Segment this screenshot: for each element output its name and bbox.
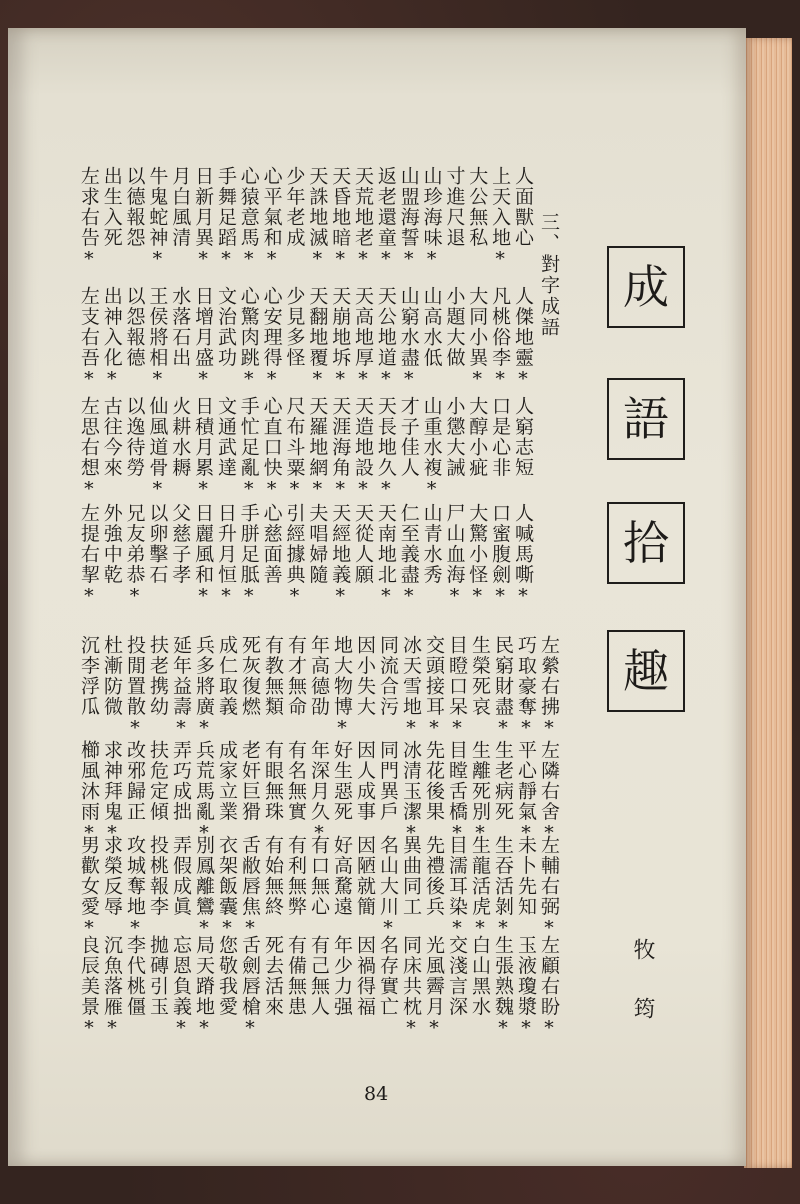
idiom-entry: 仁至義盡* — [397, 503, 420, 609]
idiom-entry: 因禍得福 — [354, 935, 376, 1017]
idiom-entry: 大醇小疵 — [466, 396, 489, 478]
idiom-entry: 天長地久* — [374, 396, 397, 502]
idiom-entry: 別鳳離鸞* — [193, 835, 215, 941]
idiom-entry: 有利無弊 — [285, 835, 307, 917]
idiom-entry: 杜漸防微 — [101, 635, 123, 717]
idiom-entry: 口是心非 — [489, 396, 512, 478]
idiom-entry: 心平氣和* — [260, 166, 283, 272]
idiom-entry: 夫唱婦隨 — [306, 503, 329, 585]
idiom-entry: 人窮志短 — [512, 396, 534, 478]
idiom-entry: 日麗風和* — [192, 503, 215, 609]
idiom-entry: 大公無私 — [466, 166, 489, 248]
idiom-entry: 文通武達 — [214, 396, 237, 478]
idiom-entry: 有始無終 — [262, 835, 284, 917]
idiom-entry: 左顧右盼* — [538, 935, 560, 1041]
idiom-entry: 好高騖遠 — [331, 835, 353, 917]
idiom-entry: 老奸巨猾 — [239, 740, 261, 822]
idiom-entry: 心安理得* — [260, 286, 283, 392]
idiom-entry: 白山黑水 — [469, 935, 491, 1017]
idiom-entry: 天誅地滅* — [306, 166, 329, 272]
idiom-entry: 弄假成眞 — [170, 835, 192, 917]
idiom-entry: 成家立業 — [216, 740, 238, 822]
idiom-entry: 異曲同工 — [400, 835, 422, 917]
idiom-entry: 年少力强 — [331, 935, 353, 1017]
idiom-entry: 有名無實 — [285, 740, 307, 822]
idiom-entry: 王侯將相* — [146, 286, 169, 392]
idiom-entry: 年高德劭 — [308, 635, 330, 717]
idiom-entry: 父慈子孝 — [169, 503, 192, 585]
idiom-entry: 左提右挈* — [77, 503, 100, 609]
idiom-entry: 天公地道* — [374, 286, 397, 392]
idiom-entry: 有才無命 — [285, 635, 307, 717]
idiom-entry: 先禮後兵 — [423, 835, 445, 917]
idiom-entry: 才子佳人 — [397, 396, 420, 478]
idiom-entry: 忘恩負義* — [170, 935, 192, 1041]
idiom-entry: 天經地義* — [329, 503, 352, 609]
idiom-entry: 手胼足胝* — [237, 503, 260, 609]
author-name: 牧 筠 — [630, 938, 655, 1025]
idiom-entry: 同床共枕* — [400, 935, 422, 1041]
idiom-entry: 成仁取義 — [216, 635, 238, 717]
idiom-entry: 天涯海角* — [329, 396, 352, 502]
idiom-entry: 年深月久* — [308, 740, 330, 846]
idiom-entry: 舌敝唇焦* — [239, 835, 261, 941]
idiom-entry: 拋磚引玉 — [147, 935, 169, 1017]
idiom-entry: 生張熟魏* — [492, 935, 514, 1041]
idiom-entry: 死灰復燃 — [239, 635, 261, 717]
idiom-entry: 求榮反辱 — [101, 835, 123, 917]
idiom-entry: 上天入地* — [489, 166, 512, 272]
idiom-entry: 兵多將廣* — [193, 635, 215, 741]
idiom-entry: 出生入死 — [100, 166, 123, 248]
idiom-entry: 日積月累* — [192, 396, 215, 502]
idiom-entry: 古往今來 — [100, 396, 123, 478]
idiom-entry: 天翻地覆* — [306, 286, 329, 392]
idiom-entry: 衣架飯囊* — [216, 835, 238, 941]
idiom-entry: 有備無患 — [285, 935, 307, 1017]
idiom-entry: 寸進尺退 — [443, 166, 466, 248]
idiom-entry: 冰清玉潔* — [400, 740, 422, 846]
idiom-entry: 小題大做 — [443, 286, 466, 368]
idiom-entry: 好生惡死 — [331, 740, 353, 822]
idiom-entry: 人面獸心 — [512, 166, 534, 248]
idiom-entry: 玉液瓊漿* — [515, 935, 537, 1041]
idiom-entry: 左求右告* — [77, 166, 100, 272]
idiom-entry: 同流合污 — [377, 635, 399, 717]
idiom-entry: 有眼無珠 — [262, 740, 284, 822]
idiom-entry: 山重水複* — [420, 396, 443, 502]
idiom-entry: 交淺言深 — [446, 935, 468, 1017]
idiom-entry: 李代桃僵 — [124, 935, 146, 1017]
idiom-entry: 扶危定傾 — [147, 740, 169, 822]
section-heading: 三、對字成語 — [538, 212, 560, 338]
idiom-entry: 天荒地老* — [352, 166, 375, 272]
idiom-entry: 生離死別* — [469, 740, 491, 846]
idiom-entry: 天從人願 — [352, 503, 375, 585]
idiom-entry: 未卜先知 — [515, 835, 537, 917]
idiom-entry: 巧取豪奪* — [515, 635, 537, 741]
idiom-entry: 沉魚落雁* — [101, 935, 123, 1041]
idiom-entry: 沉李浮瓜 — [78, 635, 100, 717]
idiom-entry: 小懲大誡 — [443, 396, 466, 478]
idiom-entry: 月白風清 — [169, 166, 192, 248]
idiom-entry: 外強中乾 — [100, 503, 123, 585]
idiom-entry: 左支右吾* — [77, 286, 100, 392]
idiom-entry: 尺布斗粟* — [283, 396, 306, 502]
idiom-entry: 同門異戶 — [377, 740, 399, 822]
idiom-entry: 日升月恒* — [214, 503, 237, 609]
idiom-entry: 山青水秀 — [420, 503, 443, 585]
idiom-entry: 因小失大 — [354, 635, 376, 717]
idiom-entry: 山窮水盡* — [397, 286, 420, 392]
idiom-entry: 返老還童* — [374, 166, 397, 272]
idiom-entry: 天崩地坼* — [329, 286, 352, 392]
idiom-entry: 少見多怪 — [283, 286, 306, 368]
idiom-entry: 目瞪口呆* — [446, 635, 468, 741]
idiom-entry: 櫛風沐雨* — [78, 740, 100, 846]
idiom-entry: 生吞活剝* — [492, 835, 514, 941]
idiom-entry: 以德報怨 — [123, 166, 146, 248]
idiom-entry: 民窮財盡* — [492, 635, 514, 741]
idiom-entry: 日增月盛* — [192, 286, 215, 392]
title-char: 拾 — [623, 516, 669, 570]
idiom-entry: 先花後果 — [423, 740, 445, 822]
idiom-entry: 兵荒馬亂* — [193, 740, 215, 846]
idiom-entry: 凡桃俗李* — [489, 286, 512, 392]
idiom-entry: 手舞足蹈* — [214, 166, 237, 272]
idiom-entry: 生老病死 — [492, 740, 514, 822]
idiom-entry: 因陋就簡 — [354, 835, 376, 917]
idiom-entry: 以怨報德 — [123, 286, 146, 368]
idiom-entry: 平心靜氣* — [515, 740, 537, 846]
idiom-entry: 生榮死哀 — [469, 635, 491, 717]
idiom-entry: 天昏地暗* — [329, 166, 352, 272]
idiom-entry: 文治武功 — [214, 286, 237, 368]
idiom-entry: 您敬我愛 — [216, 935, 238, 1017]
idiom-entry: 生龍活虎* — [469, 835, 491, 941]
idiom-entry: 兄友弟恭* — [123, 503, 146, 609]
idiom-entry: 左縈右拂* — [538, 635, 560, 741]
idiom-entry: 大驚小怪* — [466, 503, 489, 609]
idiom-entry: 有教無類 — [262, 635, 284, 717]
idiom-entry: 有己無人 — [308, 935, 330, 1017]
idiom-entry: 出神入化* — [100, 286, 123, 392]
idiom-entry: 大同小異* — [466, 286, 489, 392]
idiom-entry: 口蜜腹劍* — [489, 503, 512, 609]
title-char: 趣 — [623, 644, 669, 698]
idiom-entry: 水落石出 — [169, 286, 192, 368]
idiom-entry: 引經據典* — [283, 503, 306, 609]
idiom-entry: 局天蹐地* — [193, 935, 215, 1041]
idiom-entry: 心直口快* — [260, 396, 283, 502]
idiom-entry: 弄巧成拙 — [170, 740, 192, 822]
idiom-entry: 男歡女愛* — [78, 835, 100, 941]
idiom-entry: 地大物博* — [331, 635, 353, 741]
idiom-entry: 人傑地靈* — [512, 286, 534, 392]
idiom-entry: 投桃報李 — [147, 835, 169, 917]
idiom-entry: 火耕水耨 — [169, 396, 192, 478]
idiom-entry: 天高地厚* — [352, 286, 375, 392]
idiom-entry: 山盟海誓* — [397, 166, 420, 272]
idiom-entry: 手忙足亂* — [237, 396, 260, 502]
idiom-entry: 名山大川* — [377, 835, 399, 941]
title-char: 語 — [623, 392, 669, 446]
idiom-entry: 日新月異* — [192, 166, 215, 272]
idiom-entry: 扶老携幼 — [147, 635, 169, 717]
idiom-entry: 有口無心 — [308, 835, 330, 917]
idiom-entry: 左思右想* — [77, 396, 100, 502]
page-number: 84 — [364, 1083, 389, 1105]
idiom-entry: 天南地北* — [374, 503, 397, 609]
idiom-entry: 心慈面善 — [260, 503, 283, 585]
idiom-entry: 改邪歸正 — [124, 740, 146, 822]
idiom-entry: 心猿意馬* — [237, 166, 260, 272]
idiom-entry: 尸山血海* — [443, 503, 466, 609]
idiom-entry: 冰天雪地* — [400, 635, 422, 741]
idiom-entry: 目濡耳染* — [446, 835, 468, 941]
idiom-entry: 以逸待勞 — [123, 396, 146, 478]
idiom-entry: 以卵擊石 — [146, 503, 169, 585]
idiom-entry: 延年益壽* — [170, 635, 192, 741]
idiom-entry: 投閒置散* — [124, 635, 146, 741]
idiom-entry: 天造地設* — [352, 396, 375, 502]
idiom-entry: 左隣右舍* — [538, 740, 560, 846]
idiom-entry: 死去活來 — [262, 935, 284, 1017]
idiom-entry: 心驚肉跳* — [237, 286, 260, 392]
idiom-entry: 山珍海味* — [420, 166, 443, 272]
idiom-entry: 左輔右弼* — [538, 835, 560, 941]
idiom-entry: 求神拜鬼* — [101, 740, 123, 846]
idiom-entry: 因人成事 — [354, 740, 376, 822]
idiom-entry: 良辰美景* — [78, 935, 100, 1041]
idiom-entry: 牛鬼蛇神* — [146, 166, 169, 272]
idiom-entry: 目瞠舌橋* — [446, 740, 468, 846]
idiom-entry: 舌劍唇槍* — [239, 935, 261, 1041]
idiom-entry: 山高水低 — [420, 286, 443, 368]
idiom-entry: 光風霽月* — [423, 935, 445, 1041]
idiom-entry: 仙風道骨* — [146, 396, 169, 502]
idiom-entry: 名存實亡 — [377, 935, 399, 1017]
idiom-entry: 少年老成 — [283, 166, 306, 248]
idiom-entry: 交頭接耳* — [423, 635, 445, 741]
idiom-entry: 天羅地網* — [306, 396, 329, 502]
idiom-entry: 人喊馬嘶* — [512, 503, 534, 609]
idiom-entry: 攻城奪地* — [124, 835, 146, 941]
title-char: 成 — [623, 260, 669, 314]
